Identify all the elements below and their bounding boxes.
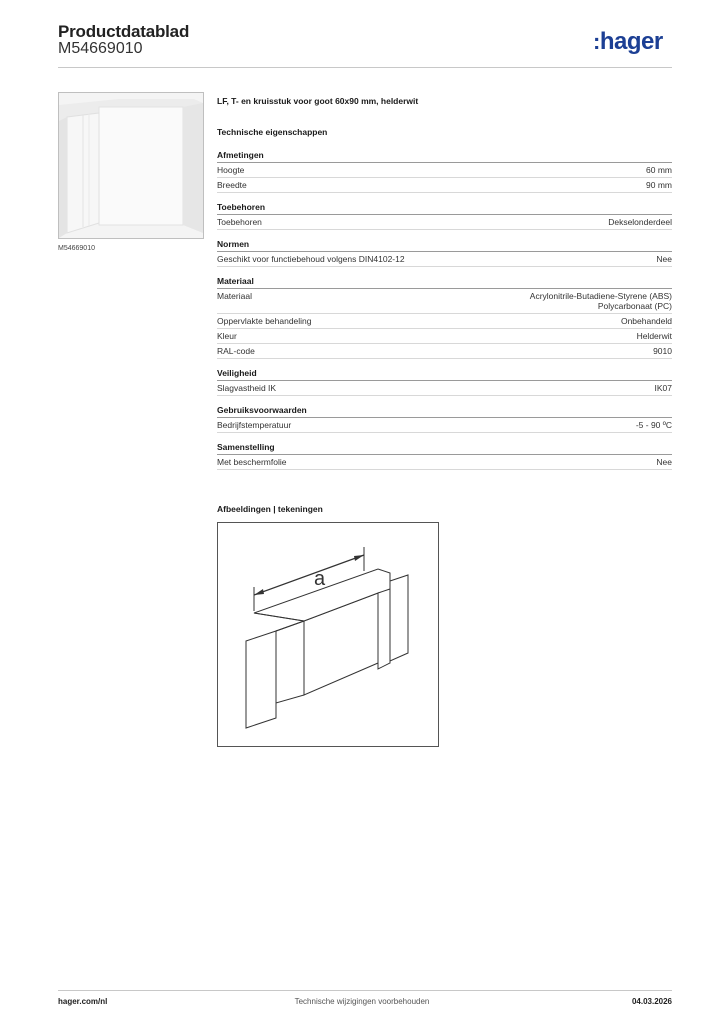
spec-value: IK07 [654,383,672,393]
spec-label: Materiaal [217,291,252,301]
spec-label: Oppervlakte behandeling [217,316,312,326]
header-divider [58,67,672,68]
spec-value: Acrylonitrile-Butadiene-Styrene (ABS) Polycarbonaat (PC) [529,291,672,311]
spec-value: 9010 [653,346,672,356]
spec-row [217,215,672,230]
footer-divider [58,990,672,991]
section-title: Toebehoren [217,202,672,215]
spec-label: RAL-code [217,346,255,356]
spec-label: Kleur [217,331,237,341]
hager-logo[interactable]: :hager [593,28,663,55]
spec-label: Met beschermfolie [217,457,287,467]
section-title: Materiaal [217,276,672,289]
spec-value: Onbehandeld [620,316,672,326]
spec-value: Nee [656,457,672,467]
section-title: Afmetingen [217,150,672,163]
footer-notice: Technische wijzigingen voorbehouden [294,997,430,1006]
spec-label: Hoogte [217,165,245,175]
spec-content [217,96,672,479]
product-code: M54669010 [58,40,143,57]
technical-drawing [217,522,439,747]
spec-row [217,329,672,344]
spec-row [217,289,672,314]
drawings-title: Afbeeldingen | tekeningen [217,504,323,514]
dimension-label: a [314,568,326,590]
section-title: Gebruiksvoorwaarden [217,405,672,418]
spec-subheading: Technische eigenschappen [217,127,328,137]
spec-section-material [217,276,672,359]
section-title: Veiligheid [217,368,672,381]
spec-label: Geschikt voor functiebehoud volgens DIN4102-12 [217,254,405,264]
spec-row [217,381,672,396]
spec-row [217,163,672,178]
spec-value: Nee [656,254,672,264]
footer-website-link[interactable]: hager.com/nl [58,997,108,1006]
spec-label: Slagvastheid IK [217,383,277,393]
spec-label: Breedte [217,180,247,190]
spec-label: Bedrijfstemperatuur [217,420,292,430]
spec-section-usage [217,405,672,433]
section-title: Normen [217,239,672,252]
spec-row [217,178,672,193]
spec-row [217,418,672,433]
spec-row [217,252,672,267]
spec-section-composition [217,442,672,470]
spec-value: 60 mm [646,165,672,175]
spec-row [217,455,672,470]
spec-value: -5 - 90 ºC [635,420,672,430]
spec-section-safety [217,368,672,396]
image-caption: M54669010 [58,245,95,252]
page-title: Productdatablad [58,22,190,41]
spec-value: Helderwit [636,331,672,341]
spec-row [217,344,672,359]
spec-label: Toebehoren [217,217,262,227]
spec-value: 90 mm [646,180,672,190]
product-image [58,92,204,239]
spec-section-standards [217,239,672,267]
spec-section-dimensions [217,150,672,193]
footer-date: 04.03.2026 [631,997,672,1006]
product-headline: LF, T- en kruisstuk voor goot 60x90 mm, helderwit [217,96,419,106]
section-title: Samenstelling [217,442,672,455]
spec-section-accessories [217,202,672,230]
spec-row [217,314,672,329]
spec-value: Dekselonderdeel [608,217,672,227]
